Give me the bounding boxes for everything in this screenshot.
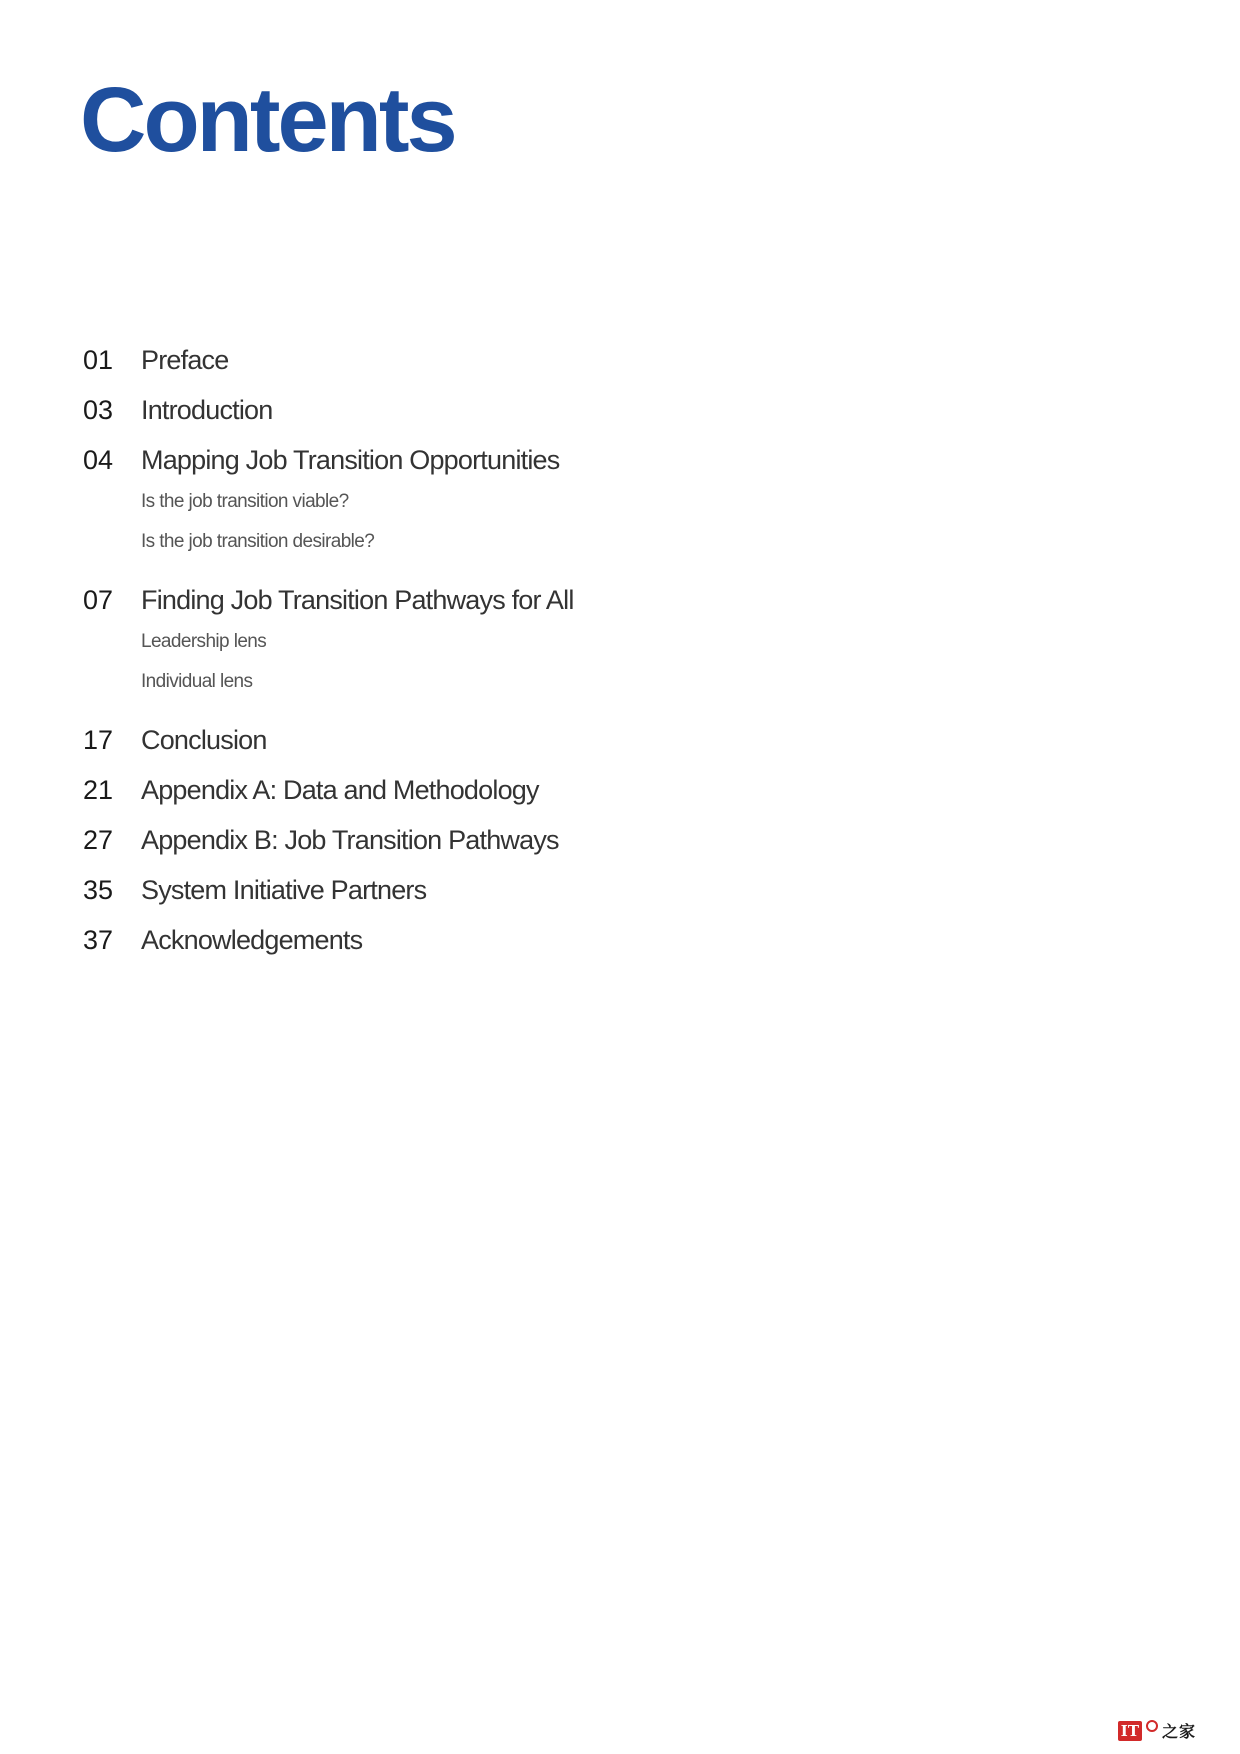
toc-entry-label[interactable]: System Initiative Partners	[141, 875, 427, 905]
toc-entry-label[interactable]: Conclusion	[141, 725, 267, 755]
toc-page-number: 27	[83, 825, 114, 855]
toc-subentries	[83, 491, 983, 571]
toc-entry-preface[interactable]	[83, 345, 983, 395]
toc-page-number: 21	[83, 775, 114, 805]
toc-entry-label[interactable]: Mapping Job Transition Opportunities	[141, 445, 560, 475]
toc-entry-label[interactable]: Finding Job Transition Pathways for All	[141, 585, 574, 615]
toc-entry-appendix-a[interactable]	[83, 775, 983, 825]
toc-page-number: 37	[83, 925, 114, 955]
toc-page-number: 03	[83, 395, 114, 425]
toc-entry-finding-pathways[interactable]	[83, 585, 983, 635]
toc-entry-label[interactable]: Introduction	[141, 395, 273, 425]
toc-entry-partners[interactable]	[83, 875, 983, 925]
toc-entry-introduction[interactable]	[83, 395, 983, 445]
toc-entry-appendix-b[interactable]	[83, 825, 983, 875]
watermark-text: 之家	[1161, 1722, 1196, 1741]
watermark-logo-mark: IT	[1118, 1721, 1142, 1741]
toc-subentry[interactable]: Individual lens	[141, 671, 253, 692]
toc-subentry[interactable]: Is the job transition viable?	[141, 491, 349, 512]
toc-page-number: 17	[83, 725, 114, 755]
table-of-contents	[83, 345, 983, 975]
toc-page-number: 04	[83, 445, 114, 475]
toc-entry-label[interactable]: Appendix A: Data and Methodology	[141, 775, 539, 805]
toc-page-number: 07	[83, 585, 114, 615]
watermark-dot-icon	[1146, 1720, 1158, 1732]
toc-entry-acknowledgements[interactable]	[83, 925, 983, 975]
toc-subentry[interactable]: Is the job transition desirable?	[141, 531, 375, 552]
toc-entry-mapping[interactable]	[83, 445, 983, 495]
toc-entry-label[interactable]: Preface	[141, 345, 229, 375]
toc-page-number: 01	[83, 345, 114, 375]
watermark-logo	[1118, 1719, 1196, 1742]
page-title: Contents	[80, 69, 455, 171]
toc-subentries	[83, 631, 983, 711]
toc-entry-conclusion[interactable]	[83, 725, 983, 775]
toc-subentry[interactable]: Leadership lens	[141, 631, 267, 652]
toc-page-number: 35	[83, 875, 114, 905]
toc-entry-label[interactable]: Appendix B: Job Transition Pathways	[141, 825, 559, 855]
toc-entry-label[interactable]: Acknowledgements	[141, 925, 363, 955]
